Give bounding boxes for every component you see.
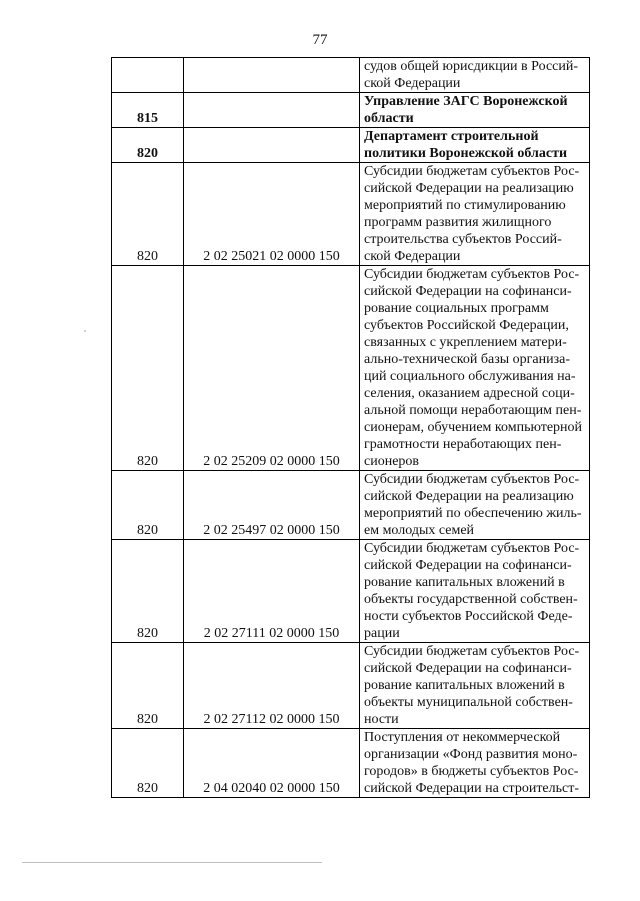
revenue-code-cell: 2 02 27112 02 0000 150 (184, 643, 360, 729)
description-line: Субсидии бюджетам субъектов Рос- (364, 541, 580, 556)
admin-code-cell (112, 58, 184, 93)
description-line: сийской Федерации на строительст- (364, 781, 580, 796)
description-line: рации (364, 626, 400, 641)
revenue-code-cell: 2 04 02040 02 0000 150 (184, 729, 360, 798)
table-row (112, 266, 590, 471)
description-line: организации «Фонд развития моно- (364, 747, 578, 762)
description-line: мероприятий по стимулированию (364, 198, 566, 213)
table-row (112, 729, 590, 798)
description-line: сийской Федерации на софинанси- (364, 558, 572, 573)
description-line: сийской Федерации на софинанси- (364, 284, 572, 299)
description-line: строительства субъектов Россий- (364, 232, 562, 247)
description-line: сионерам, обучением компьютерной (364, 420, 583, 435)
description-line: рование капитальных вложений в (364, 575, 565, 590)
page-number: 77 (312, 32, 328, 48)
description-cell (360, 643, 590, 729)
description-line: сийской Федерации на софинанси- (364, 661, 572, 676)
description-line: Субсидии бюджетам субъектов Рос- (364, 267, 580, 282)
description-cell (360, 471, 590, 540)
scan-artifact-dot (84, 330, 86, 332)
description-line: Поступления от некоммерческой (364, 730, 561, 745)
table-row (112, 540, 590, 643)
revenue-codes-table (111, 57, 590, 798)
revenue-code-cell: 2 02 27111 02 0000 150 (184, 540, 360, 643)
description-line: политики Воронежской области (364, 146, 568, 161)
admin-code-cell: 820 (112, 471, 184, 540)
admin-code-cell: 820 (112, 128, 184, 163)
description-line: грамотности неработающих пен- (364, 437, 562, 452)
table-row (112, 163, 590, 266)
description-cell (360, 58, 590, 93)
description-line: программ развития жилищного (364, 215, 552, 230)
table-body (112, 58, 590, 798)
description-line: Субсидии бюджетам субъектов Рос- (364, 164, 580, 179)
revenue-code-cell: 2 02 25021 02 0000 150 (184, 163, 360, 266)
description-line: сионеров (364, 454, 420, 469)
admin-code-cell: 820 (112, 729, 184, 798)
description-line: ально-технической базы организа- (364, 352, 571, 367)
description-line: Департамент строительной (364, 129, 539, 144)
description-line: ности (364, 712, 399, 727)
description-line: ций социального обслуживания на- (364, 369, 576, 384)
admin-code-cell: 820 (112, 266, 184, 471)
description-cell (360, 729, 590, 798)
description-line: субъектов Российской Федерации, (364, 318, 569, 333)
description-line: Управление ЗАГС Воронежской (364, 94, 568, 109)
description-line: ской Федерации (364, 249, 461, 264)
description-cell (360, 93, 590, 128)
description-line: мероприятий по обеспечению жиль- (364, 506, 582, 521)
description-line: рование капитальных вложений в (364, 678, 565, 693)
description-cell (360, 128, 590, 163)
description-line: Субсидии бюджетам субъектов Рос- (364, 644, 580, 659)
description-line: объекты государственной собствен- (364, 592, 578, 607)
revenue-code-cell (184, 93, 360, 128)
admin-code-cell: 820 (112, 540, 184, 643)
table-row (112, 128, 590, 163)
scan-artifact-line (22, 862, 322, 863)
table-row (112, 58, 590, 93)
description-line: ем молодых семей (364, 523, 475, 538)
description-line: альной помощи неработающим пен- (364, 403, 582, 418)
description-line: судов общей юрисдикции в Россий- (364, 59, 579, 74)
revenue-code-cell: 2 02 25209 02 0000 150 (184, 266, 360, 471)
description-line: селения, оказанием адресной соци- (364, 386, 575, 401)
revenue-code-cell (184, 128, 360, 163)
admin-code-cell: 820 (112, 643, 184, 729)
description-line: сийской Федерации на реализацию (364, 489, 574, 504)
admin-code-cell: 820 (112, 163, 184, 266)
description-line: ской Федерации (364, 76, 461, 91)
table-row (112, 643, 590, 729)
description-cell (360, 540, 590, 643)
description-cell (360, 266, 590, 471)
description-line: связанных с укреплением матери- (364, 335, 567, 350)
description-line: городов» в бюджеты субъектов Рос- (364, 764, 579, 779)
table-row (112, 471, 590, 540)
description-line: объекты муниципальной собствен- (364, 695, 573, 710)
description-line: рование социальных программ (364, 301, 549, 316)
description-line: области (364, 111, 414, 126)
description-line: ности субъектов Российской Феде- (364, 609, 573, 624)
revenue-code-cell (184, 58, 360, 93)
admin-code-cell: 815 (112, 93, 184, 128)
revenue-code-cell: 2 02 25497 02 0000 150 (184, 471, 360, 540)
description-line: Субсидии бюджетам субъектов Рос- (364, 472, 580, 487)
description-line: сийской Федерации на реализацию (364, 181, 574, 196)
table-row (112, 93, 590, 128)
description-cell (360, 163, 590, 266)
